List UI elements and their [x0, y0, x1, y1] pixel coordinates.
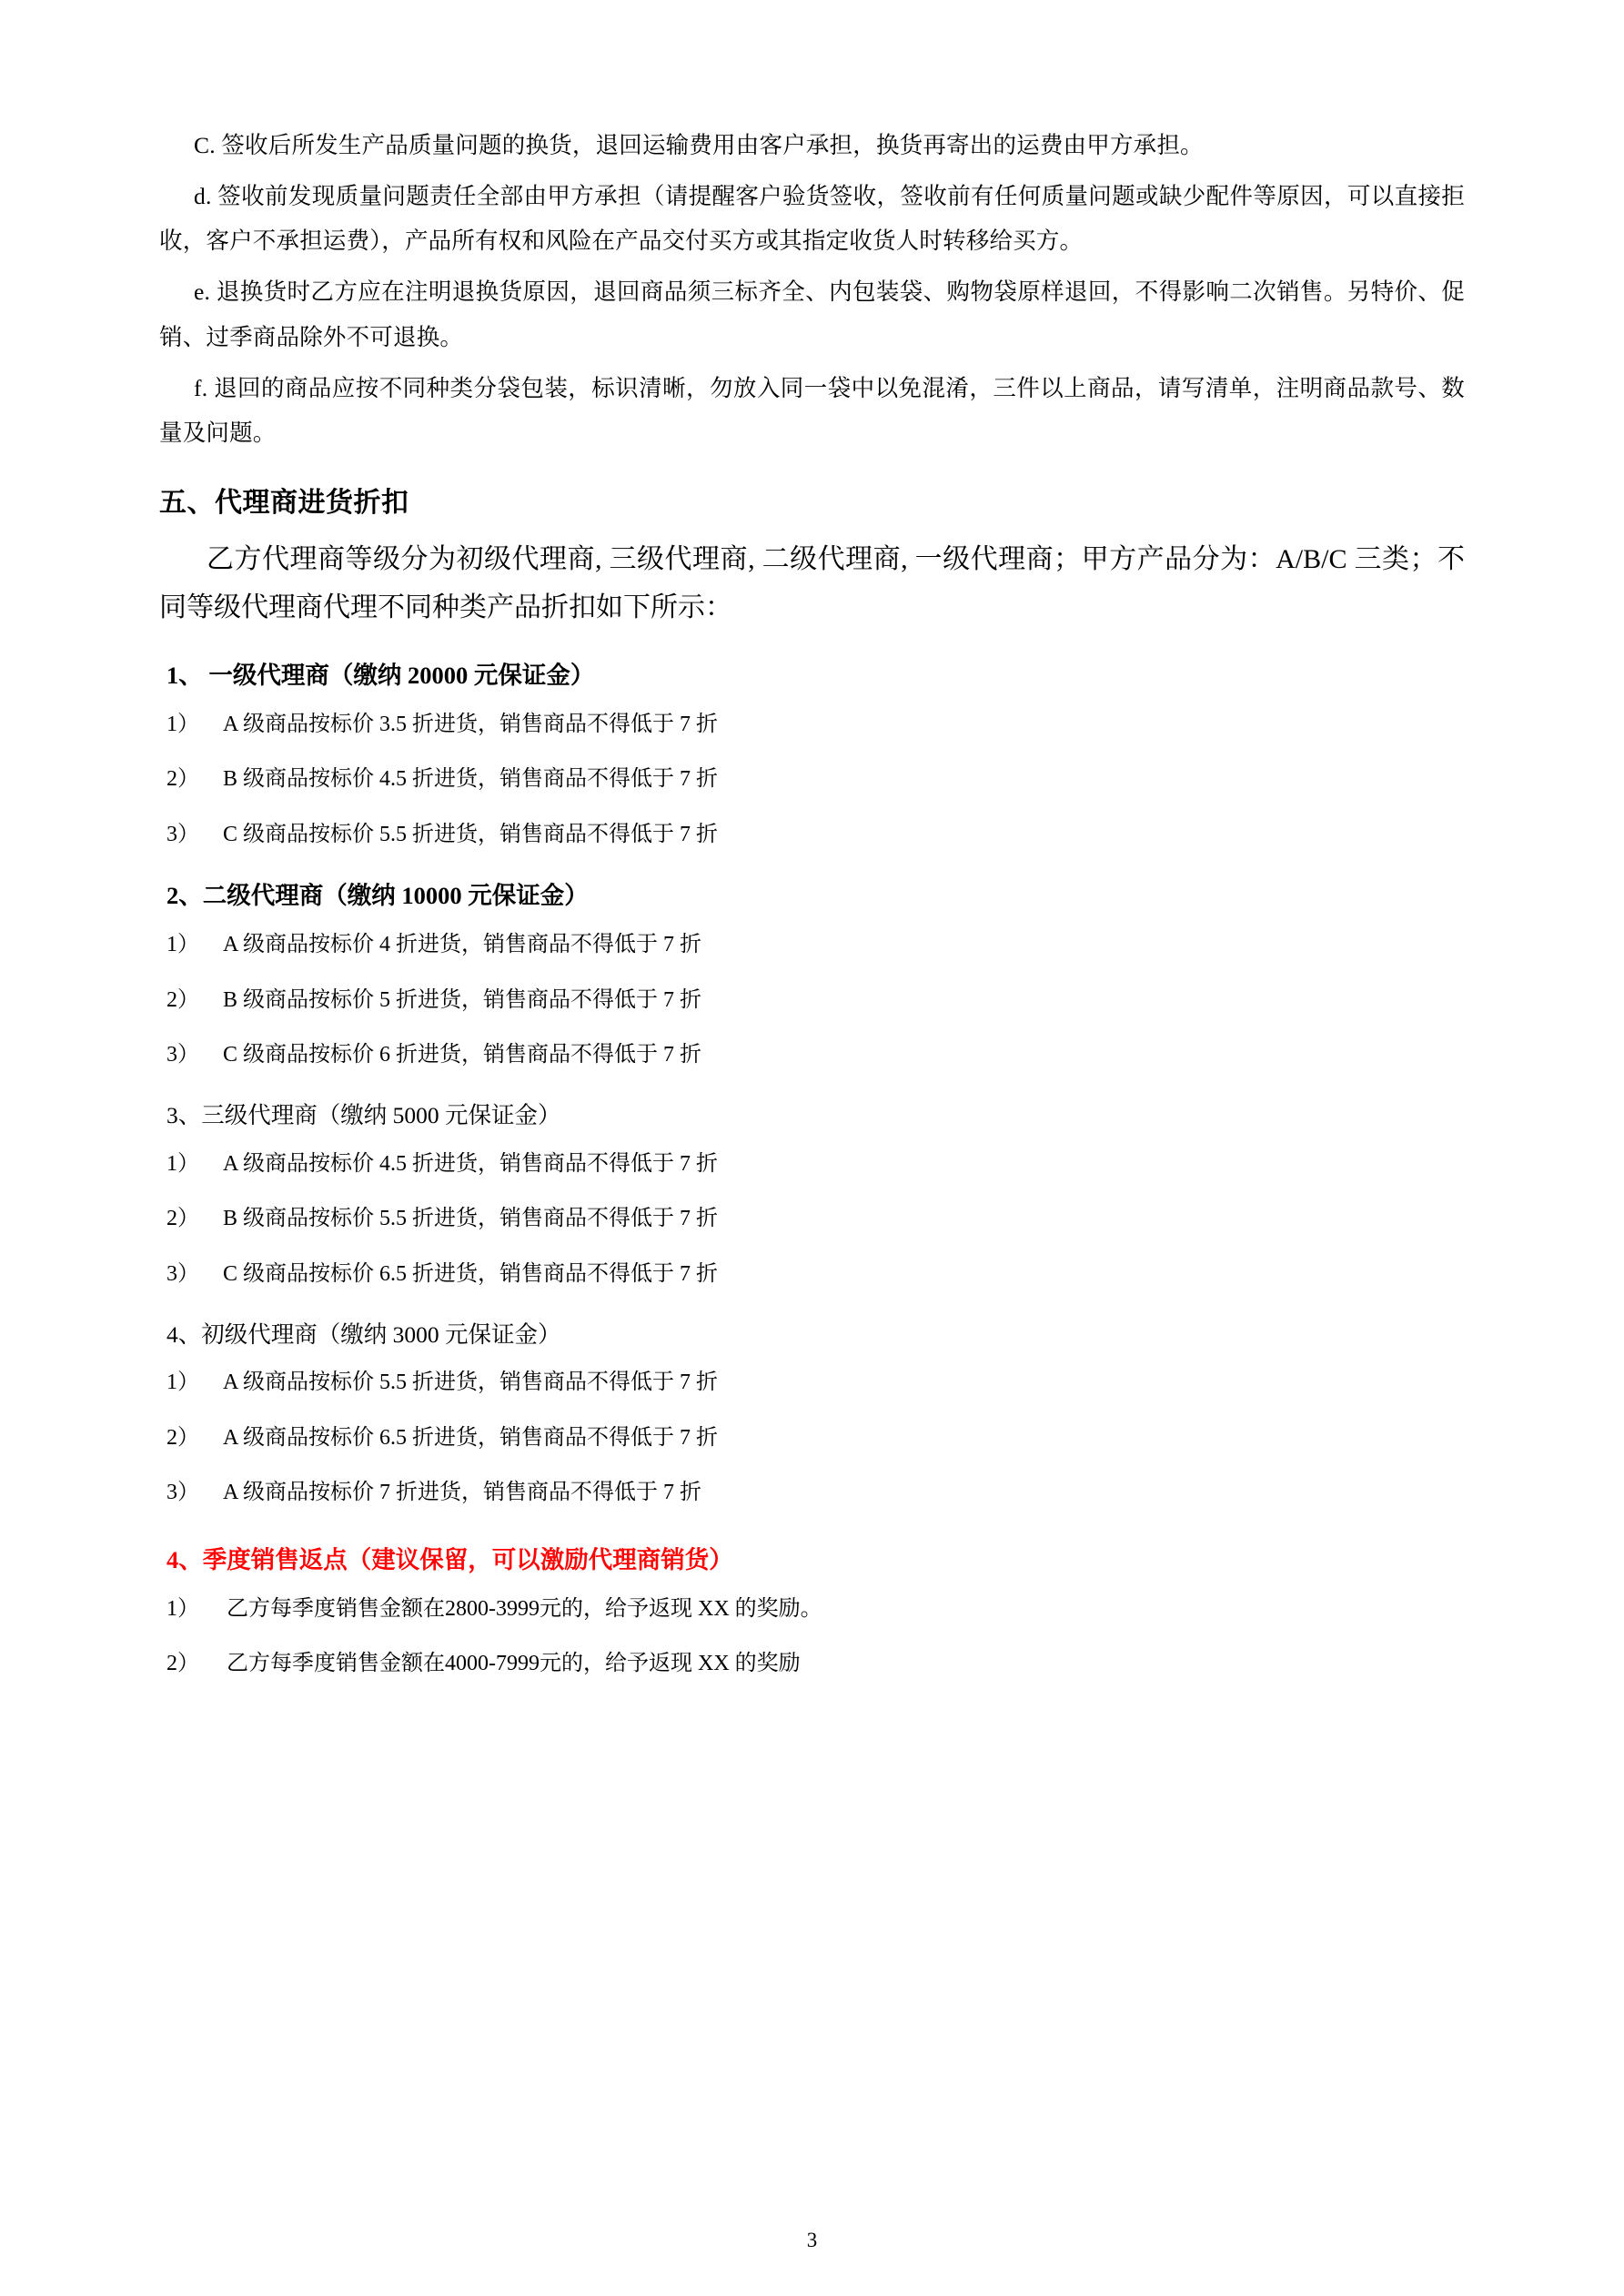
list-item-text: B 级商品按标价 5.5 折进货，销售商品不得低于 7 折	[223, 1207, 719, 1231]
list-item-number: 2）	[166, 1425, 199, 1450]
list-item-number: 1）	[166, 713, 199, 737]
tier-title-level-3: 3、三级代理商（缴纳 5000 元保证金）	[166, 1102, 561, 1129]
list-item	[159, 1592, 1465, 1626]
tier-title-level-1: 1、 一级代理商（缴纳 20000 元保证金）	[166, 662, 595, 690]
list-item	[159, 1646, 1465, 1681]
tier-title-quarterly-rebate: 4、季度销售返点（建议保留，可以激励代理商销货）	[166, 1545, 733, 1573]
list-item	[159, 707, 1465, 742]
return-policy-item-e: e. 退换货时乙方应在注明退换货原因，退回商品须三标齐全、内包装袋、购物袋原样退回，不得影响二次销售。另特价、促销、过季商品除外不可退换。	[159, 278, 1465, 350]
return-policy-item-c: C. 签收后所发生产品质量问题的换货，退回运输费用由客户承担，换货再寄出的运费由甲方承担。	[194, 132, 1204, 158]
tier-title-junior: 4、初级代理商（缴纳 3000 元保证金）	[166, 1320, 561, 1348]
list-item-number: 1）	[166, 1371, 199, 1395]
list-item	[159, 1421, 1465, 1455]
list-item-text: B 级商品按标价 5 折进货，销售商品不得低于 7 折	[223, 987, 702, 1012]
list-item-number: 3）	[166, 822, 199, 846]
list-item-text: A 级商品按标价 5.5 折进货，销售商品不得低于 7 折	[223, 1371, 719, 1395]
section-heading-agent-discount: 五、代理商进货折扣	[159, 488, 409, 519]
tier-title-level-2: 2、二级代理商（缴纳 10000 元保证金）	[166, 882, 589, 910]
list-item	[159, 817, 1465, 852]
section-lead-paragraph: 乙方代理商等级分为初级代理商, 三级代理商, 二级代理商, 一级代理商；甲方产品分为：A/B/C 三类；不同等级代理商代理不同种类产品折扣如下所示：	[159, 544, 1465, 622]
list-item	[159, 927, 1465, 962]
return-policy-item-d: d. 签收前发现质量问题责任全部由甲方承担（请提醒客户验货签收，签收前有任何质量问题或缺少配件等原因，可以直接拒收，客户不承担运费），产品所有权和风险在产品交付买方或其指定收货人时转移给买方。	[159, 182, 1465, 255]
list-item-number: 3）	[166, 1481, 199, 1505]
list-item	[159, 1257, 1465, 1291]
list-item-text: A 级商品按标价 4 折进货，销售商品不得低于 7 折	[223, 933, 702, 957]
list-item-text: B 级商品按标价 4.5 折进货，销售商品不得低于 7 折	[223, 767, 719, 792]
list-item-text: A 级商品按标价 7 折进货，销售商品不得低于 7 折	[223, 1481, 702, 1505]
list-item-text: C 级商品按标价 6 折进货，销售商品不得低于 7 折	[223, 1043, 702, 1067]
list-item	[159, 762, 1465, 796]
list-item	[159, 1475, 1465, 1510]
list-item-number: 2）	[166, 767, 199, 792]
list-item-number: 1）	[166, 1151, 199, 1176]
list-item-number: 2）	[166, 1207, 199, 1231]
list-item-text: 乙方每季度销售金额在2800-3999元的，给予返现 XX 的奖励。	[227, 1596, 822, 1621]
list-item	[159, 1365, 1465, 1400]
list-item-text: C 级商品按标价 5.5 折进货，销售商品不得低于 7 折	[223, 822, 719, 846]
list-item-number: 1）	[166, 933, 199, 957]
list-item-number: 2）	[166, 987, 199, 1012]
list-item	[159, 1037, 1465, 1072]
list-item-number: 2）	[166, 1651, 199, 1675]
list-item-number: 1）	[166, 1596, 199, 1621]
return-policy-item-f: f. 退回的商品应按不同种类分袋包装，标识清晰，勿放入同一袋中以免混淆，三件以上商品，请写清单，注明商品款号、数量及问题。	[159, 374, 1465, 447]
list-item-text: A 级商品按标价 3.5 折进货，销售商品不得低于 7 折	[223, 713, 719, 737]
page-number: 3	[806, 2229, 818, 2251]
list-item-text: C 级商品按标价 6.5 折进货，销售商品不得低于 7 折	[223, 1261, 719, 1286]
list-item	[159, 1201, 1465, 1236]
list-item-text: A 级商品按标价 6.5 折进货，销售商品不得低于 7 折	[223, 1425, 719, 1450]
list-item	[159, 1147, 1465, 1181]
list-item-number: 3）	[166, 1261, 199, 1286]
list-item	[159, 983, 1465, 1017]
list-item-text: 乙方每季度销售金额在4000-7999元的，给予返现 XX 的奖励	[227, 1651, 801, 1675]
list-item-number: 3）	[166, 1043, 199, 1067]
list-item-text: A 级商品按标价 4.5 折进货，销售商品不得低于 7 折	[223, 1151, 719, 1176]
